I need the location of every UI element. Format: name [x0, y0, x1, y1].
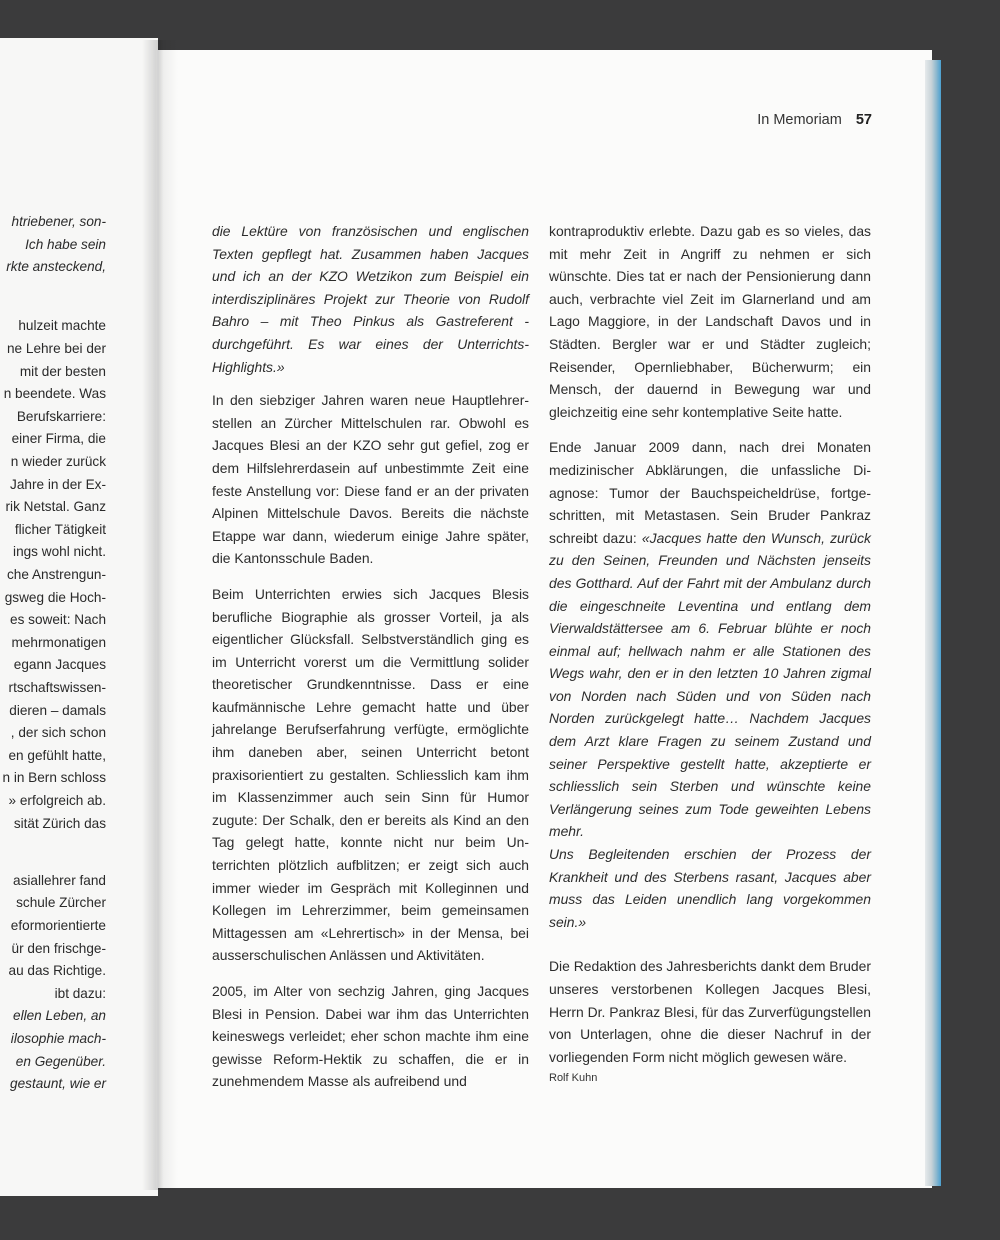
left-page-line: Ich habe sein [25, 236, 106, 252]
left-page-line: es soweit: Nach [10, 612, 106, 628]
paragraph-retirement: 2005, im Alter von sechzig Jahren, ging Jacques Blesi in Pension. Dabei war ihm das Unterrichten keineswegs verleidet; eher schon machte ihm eine gewisse Reform-Hektik zu schaffen, die er in zunehmendem Masse als aufreibend und [212, 983, 529, 1090]
brother-quote: «Jacques hatte den Wunsch, zurück zu den Seinen, Freunden und Nächsten jenseits des Gotthard. Auf der Fahrt mit der Ambulanz durch die eingeschneite Leventina und entlang dem Vierwaldstättersee am 6. Februar blühte er noch einmal auf; hellwach nahm er alle Stationen des Wegs wahr, den er in den letzten 10 Jahren zigmal von Norden nach Süden und von Süden nach Norden zurückgelegt hatte… Nachdem Jacques dem Arzt klare Fragen zu seinem Zustand und seiner Perspektive gestellt hatte, akzeptierte er schliesslich sein Sterben und wünschte keine Verlängerung seines zum Tode geweihten Lebens mehr. [549, 529, 871, 840]
left-page-line: , der sich schon [10, 725, 106, 741]
left-page-line: ilosophie mach- [10, 1031, 106, 1046]
spine-shadow [142, 40, 178, 1190]
left-page-line: Berufskarriere: [16, 408, 106, 424]
left-page-line: mit der besten [19, 363, 106, 379]
left-page-line: htriebener, son- [11, 214, 106, 229]
left-page-line: ür den frischge- [11, 940, 106, 956]
left-page-line: au das Richtige. [8, 963, 106, 979]
left-page-line: rkte ansteckend, [6, 259, 106, 275]
left-page-line: » erfolgreich ab. [8, 793, 106, 808]
diagnosis-text: Ende Januar 2009 dann, nach drei Monaten medizinischer Abklärungen, die unfassliche Diagnose: Tumor der Bauchspeicheldrüse, fortgeschritten, mit Metastasen. Sein Bruder Pankraz schreibt dazu: [549, 439, 871, 546]
author-signature: Rolf Kuhn [549, 1072, 598, 1085]
left-page-line: n wieder zurück [10, 454, 106, 469]
left-page-line: mehrmonatigen [11, 634, 106, 650]
left-page-line: asiallehrer fand [13, 872, 106, 888]
left-page-line: rik Netstal. Ganz [5, 499, 106, 515]
paragraph-teaching: Beim Unterrichten erwies sich Jacques Blesis berufliche Biographie als grosser Vorteil, ja als eigentlicher Glücksfall. Selbstverständlich ging es im Unterricht vorerst um die Vermittlung solider theoretischer Grundkenntnisse. Dass er eine kaufmännische Lehre gemacht hatte und über jahrelange Berufserfahrung verfügte, ermöglichte ihm daneben aber, seinen Unterricht betont praxisorientiert zu gestalten. Schliesslich kam ihm im Klassenzimmer auch sein Sinn für Humor zugute: Der Schalk, den er bereits als Kind an den Tag gelegt hatte, konnte nicht nur beim Unterrichten plötzlich aufblitzen; er zeigt sich auch immer wieder im Gespräch mit Kolleginnen und Kollegen im Lehrerzimmer, beim gemeinsamen Mittagessen am «Lehrertisch» in der Mensa, bei ausserschulischen Anlässen und Aktivitäten. [212, 585, 529, 964]
left-page-fragment [0, 38, 158, 1196]
left-page-line: n beendete. Was [3, 386, 106, 402]
left-page-line: sität Zürich das [13, 815, 106, 831]
text-column-left [212, 220, 529, 1093]
left-page-line: ibt dazu: [54, 985, 106, 1001]
left-page-line: egann Jacques [13, 657, 106, 673]
left-page-line: gsweg die Hoch- [4, 589, 106, 605]
paragraph-after-retirement: kontraproduktiv erlebte. Dazu gab es so vieles, das mit mehr Zeit in Angriff zu nehmen er sich wünschte. Dies tat er nach der Pensionierung dann auch, verbrachte viel Zeit im Glarnerland und am Lago Maggiore, in der Landschaft Davos und in Städten. Bergler war er und Städter zugleich; Reisender, Opernliebhaber, Bücherwurm; ein Mensch, der dauernd in Bewegung war und gleichzeitig eine sehr kontemplative Seite hatte. [549, 223, 871, 420]
left-page-line: en gefühlt hatte, [8, 747, 106, 763]
paragraph-appointments: In den siebziger Jahren waren neue Hauptlehrerstellen an Zürcher Mittelschulen rar. Obwohl es Jacques Blesi an der KZO sehr gut gefiel, zog er dem Hilfslehrerdasein auf unbestimmte Zeit eine feste Anstellung vor: Diese fand er an der privaten Alpinen Mittelschule Davos. Bereits die nächste Etappe war dann, wiederum einige Jahre später, die Kantonsschule Baden. [212, 392, 529, 567]
brother-quote-end: Uns Begleitenden erschien der Prozess der Krankheit und des Sterbens rasant, Jacques aber muss das Leiden unendlich lang vorgekommen sein.» [549, 846, 871, 930]
left-page-line: gestaunt, wie er [10, 1076, 106, 1092]
paragraph-acknowledgement: Die Redaktion des Jahresberichts dankt dem Bruder unseres verstorbenen Kollegen Jacques Blesi, Herrn Dr. Pankraz Blesi, für das Zurverfügungstellen von Unterlagen, ohne die dieser Nachruf in der vorliegenden Form nicht möglich gewesen wäre. [549, 958, 871, 1065]
left-page-line: schule Zürcher [16, 895, 106, 911]
left-page-line: einer Firma, die [11, 431, 106, 447]
running-head [757, 110, 872, 130]
page-number: 57 [855, 112, 872, 128]
left-page-line: ellen Leben, an [13, 1008, 106, 1024]
paragraph-diagnosis [549, 436, 871, 843]
left-page-line: hulzeit machte [18, 318, 106, 334]
left-page-line: flicher Tätigkeit [14, 521, 106, 537]
left-page-line: en Gegenüber. [15, 1053, 106, 1069]
left-page-line: n in Bern schloss [2, 770, 106, 786]
left-page-line: dieren – damals [9, 702, 106, 718]
section-title: In Memoriam [757, 112, 842, 128]
left-page-line: Jahre in der Ex- [10, 476, 106, 492]
left-page-line: che Anstrengun- [7, 567, 106, 582]
page-edge-stack [925, 60, 941, 1186]
quote-continuation: die Lektüre von französischen und englischen Texten gepflegt hat. Zusammen haben Jacques und ich an der KZO Wetzikon zum Beispiel ein interdisziplinäres Projekt zur Theorie von Rudolf Bahro – mit Theo Pinkus als Gastreferent - durchgeführt. Es war eines der Unterrichts-Highlights.» [212, 223, 529, 375]
left-page-line: ings wohl nicht. [13, 544, 106, 560]
text-column-right [549, 220, 871, 1086]
left-page-line: rtschaftswissen- [8, 680, 106, 695]
left-page-line: ne Lehre bei der [6, 341, 106, 356]
left-page-line: eformorientierte [10, 918, 106, 933]
